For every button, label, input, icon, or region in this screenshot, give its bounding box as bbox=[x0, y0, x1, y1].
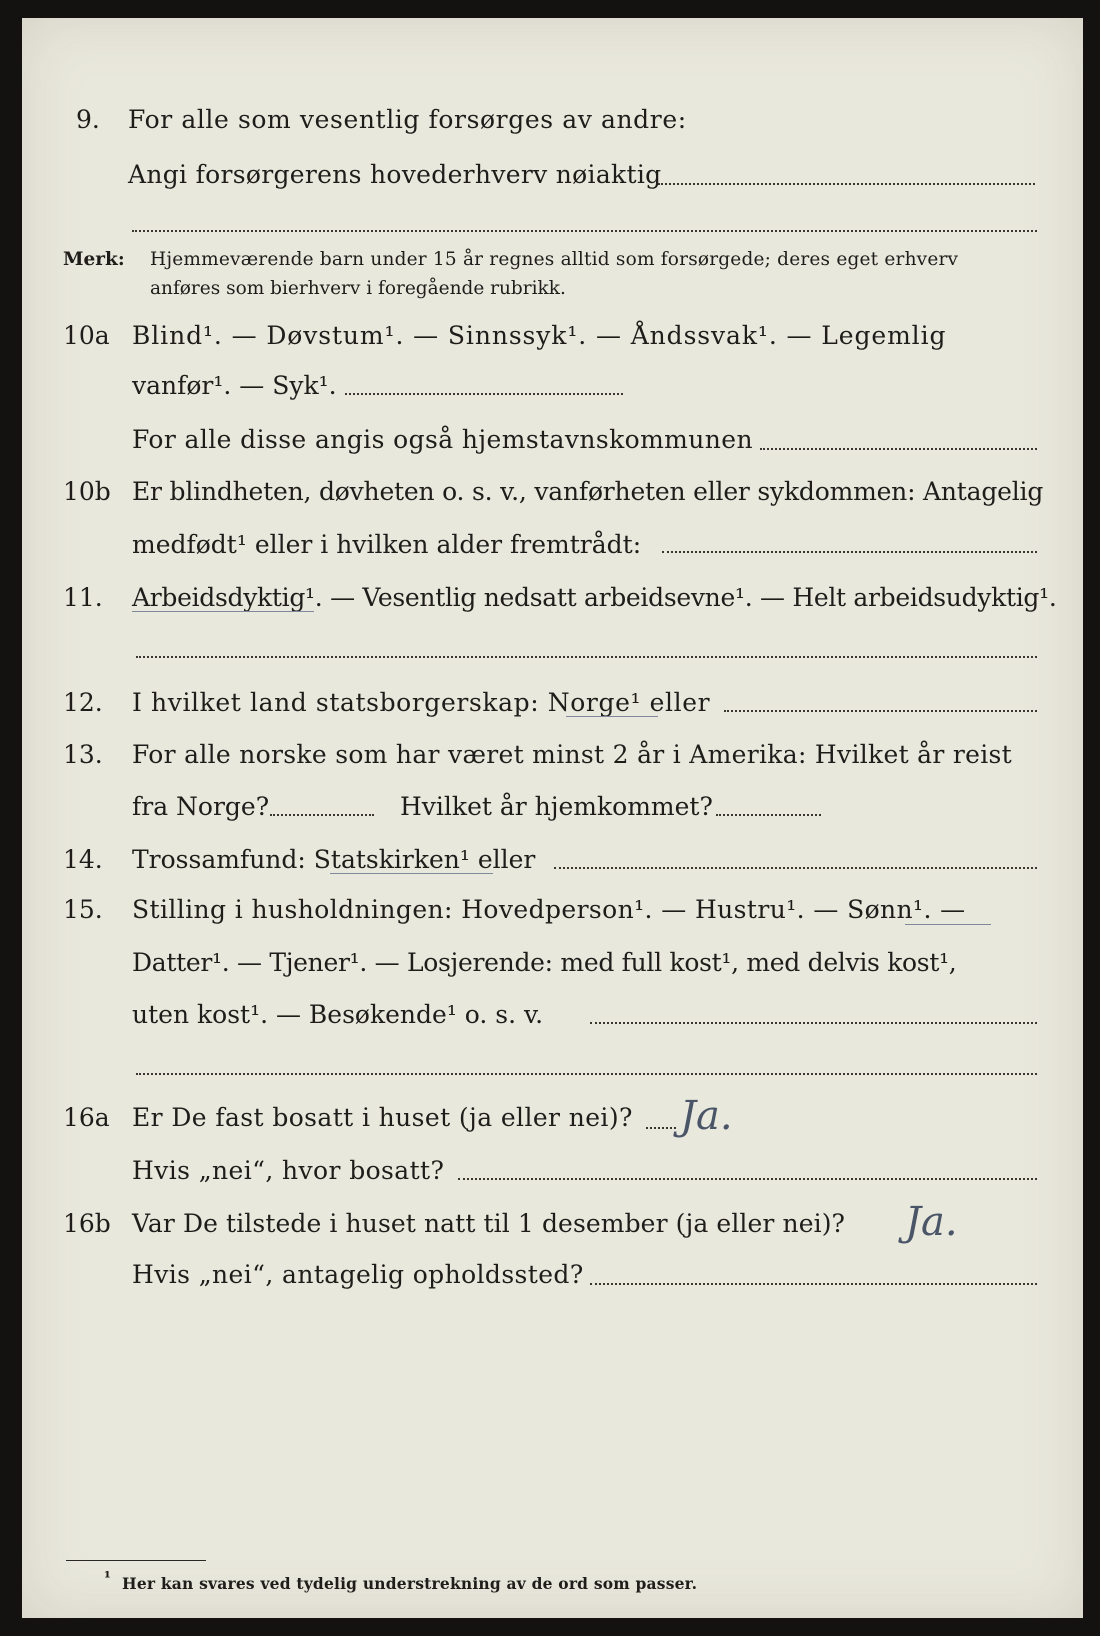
merk-line2: anføres som bierhverv i foregående rubrikk. bbox=[150, 278, 566, 299]
q11-underline-arbeidsdyktig bbox=[132, 611, 314, 612]
q15-line1-post: — bbox=[931, 895, 966, 924]
q15-option-sonn[interactable]: Sønn¹. bbox=[847, 895, 932, 924]
q16b-line2: Hvis „nei“, antagelig opholdssted? bbox=[132, 1260, 584, 1289]
q16a-handwritten-answer[interactable]: Ja. bbox=[680, 1093, 733, 1139]
q9-answer-line-2[interactable] bbox=[132, 230, 1037, 232]
q12-post: eller bbox=[641, 688, 711, 717]
q14-option-statskirken[interactable]: Statskirken¹ bbox=[313, 845, 470, 874]
q13-line1: For alle norske som har været minst 2 år i Amerika: Hvilket år reist bbox=[132, 740, 1013, 769]
q10a-line1: Blind¹. — Døvstum¹. — Sinnssyk¹. — Åndssvak¹. — Legemlig bbox=[132, 321, 947, 350]
q12-number: 12. bbox=[63, 688, 103, 717]
q11-line bbox=[132, 583, 1057, 613]
q15-line1-pre: Stilling i husholdningen: Hovedperson¹. — Hustru¹. — bbox=[132, 895, 848, 924]
q14-number: 14. bbox=[63, 845, 103, 874]
q16a-bosatt-line[interactable] bbox=[458, 1178, 1037, 1180]
q9-number: 9. bbox=[76, 105, 100, 134]
q10b-line2: medfødt¹ eller i hvilken alder fremtrådt: bbox=[132, 530, 642, 559]
q16a-line1: Er De fast bosatt i huset (ja eller nei)? bbox=[132, 1103, 633, 1132]
q13-number: 13. bbox=[63, 740, 103, 769]
q15-line2: Datter¹. — Tjener¹. — Losjerende: med full kost¹, med delvis kost¹, bbox=[132, 948, 957, 977]
q10b-answer-line[interactable] bbox=[662, 551, 1037, 553]
q15-answer-line-2[interactable] bbox=[136, 1073, 1037, 1075]
q10b-line1: Er blindheten, døvheten o. s. v., vanførheten eller sykdommen: Antagelig bbox=[132, 477, 1044, 506]
q13-hjemkommet-line[interactable] bbox=[716, 814, 821, 816]
q10a-hjemstavn-line[interactable] bbox=[760, 448, 1037, 450]
q11-answer-line[interactable] bbox=[136, 656, 1037, 658]
q15-number: 15. bbox=[63, 895, 103, 924]
q16a-number: 16a bbox=[63, 1103, 110, 1132]
q15-line1 bbox=[132, 895, 966, 925]
q14-pre: Trossamfund: bbox=[132, 845, 314, 874]
q12-answer-line[interactable] bbox=[724, 710, 1037, 712]
q12-option-norge[interactable]: Norge¹ bbox=[547, 688, 642, 717]
q15-answer-line[interactable] bbox=[590, 1022, 1037, 1024]
q15-line3: uten kost¹. — Besøkende¹ o. s. v. bbox=[132, 1000, 544, 1029]
footnote-mark: ¹ bbox=[104, 1568, 111, 1587]
q10a-number: 10a bbox=[63, 321, 110, 350]
merk-label: Merk: bbox=[63, 249, 125, 270]
q9-line1: For alle som vesentlig forsørges av andre: bbox=[128, 105, 687, 134]
merk-line1: Hjemmeværende barn under 15 år regnes alltid som forsørgede; deres eget erhverv bbox=[150, 249, 959, 270]
q16a-answer-line[interactable] bbox=[646, 1127, 676, 1129]
q14-post: eller bbox=[469, 845, 536, 874]
q10a-line3: For alle disse angis også hjemstavnskommunen bbox=[132, 425, 753, 454]
q10a-syk-line[interactable] bbox=[345, 393, 623, 395]
q12-underline-norge bbox=[566, 716, 658, 717]
q11-rest: — Vesentlig nedsatt arbeidsevne¹. — Helt arbeidsudyktig¹. bbox=[322, 583, 1057, 612]
q11-option-arbeidsdyktig[interactable]: Arbeidsdyktig¹. bbox=[132, 583, 323, 612]
q9-line2: Angi forsørgerens hovederhverv nøiaktig bbox=[128, 160, 662, 189]
q15-underline-sonn bbox=[905, 924, 991, 925]
footnote-text: Her kan svares ved tydelig understrekning av de ord som passer. bbox=[122, 1574, 698, 1593]
q14-underline-statskirken bbox=[330, 873, 493, 874]
q14-answer-line[interactable] bbox=[554, 867, 1037, 869]
q13-line2b: Hvilket år hjemkommet? bbox=[400, 792, 713, 821]
q9-answer-line[interactable] bbox=[658, 183, 1035, 185]
q12-line bbox=[132, 688, 710, 718]
q16b-line1: Var De tilstede i huset natt til 1 desember (ja eller nei)? bbox=[132, 1209, 846, 1238]
q16b-number: 16b bbox=[63, 1209, 111, 1238]
q11-number: 11. bbox=[63, 583, 103, 612]
q10b-number: 10b bbox=[63, 477, 111, 506]
q16a-line2: Hvis „nei“, hvor bosatt? bbox=[132, 1156, 445, 1185]
q16b-opholdssted-line[interactable] bbox=[590, 1283, 1037, 1285]
q14-line bbox=[132, 845, 535, 875]
q12-pre: I hvilket land statsborgerskap: bbox=[132, 688, 548, 717]
q13-line2a: fra Norge? bbox=[132, 792, 270, 821]
q10a-line2: vanfør¹. — Syk¹. bbox=[132, 371, 337, 400]
q16b-handwritten-answer[interactable]: Ja. bbox=[905, 1199, 958, 1245]
footnote-rule bbox=[66, 1560, 206, 1561]
q13-reist-line[interactable] bbox=[270, 814, 374, 816]
